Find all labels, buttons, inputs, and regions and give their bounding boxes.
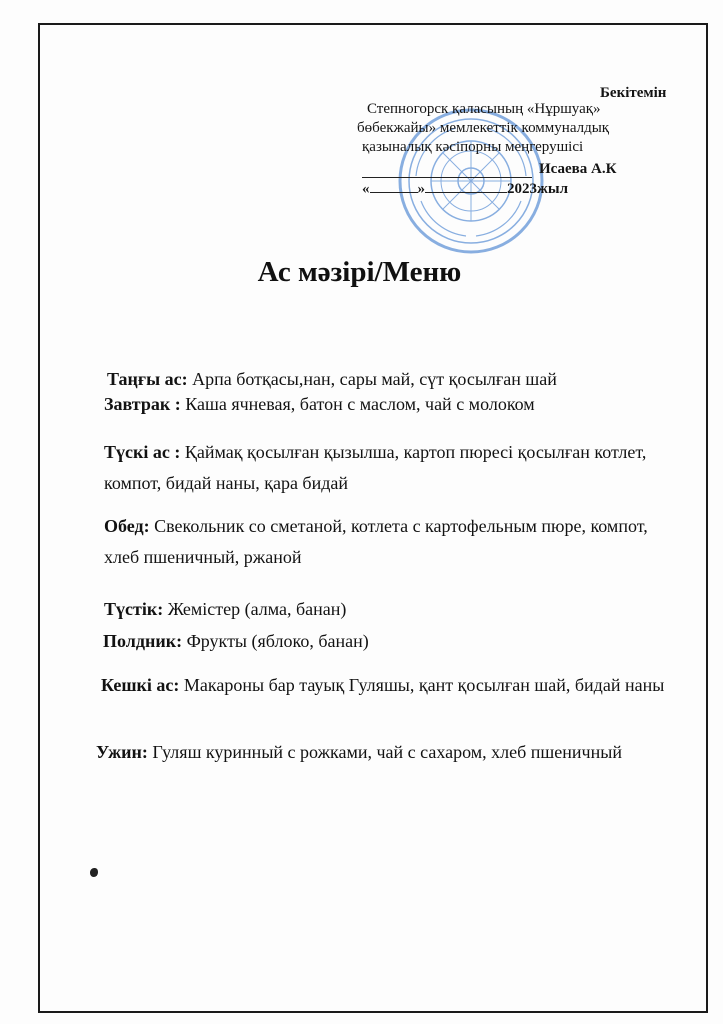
menu-item-lunch-kz (104, 437, 664, 499)
document-title (0, 256, 723, 289)
date-year: 2023 (507, 181, 537, 197)
menu-label: Ужин: (96, 742, 148, 762)
signature-line (362, 160, 617, 178)
menu-text: Қаймақ қосылған қызылша, картоп пюресі қосылған котлет, компот, бидай наны, қара бидай (104, 442, 647, 493)
menu-item-snack-ru (103, 630, 369, 652)
menu-item-dinner-ru (96, 737, 656, 768)
menu-label: Обед: (104, 516, 150, 536)
menu-label: Түстік: (104, 599, 164, 619)
date-month-blank (425, 192, 507, 193)
menu-text: Фрукты (яблоко, банан) (182, 631, 369, 651)
menu-item-breakfast-kz (107, 368, 557, 390)
menu-item-snack-kz (104, 598, 346, 620)
menu-text: Каша ячневая, батон с маслом, чай с молоком (180, 394, 535, 414)
signature-blank (362, 177, 532, 178)
menu-text: Свекольник со сметаной, котлета с картофельным пюре, компот, хлеб пшеничный, ржаной (104, 516, 648, 567)
menu-text: Гуляш куринный с рожками, чай с сахаром, хлеб пшеничный (147, 742, 622, 762)
signatory-name: Исаева А.К (539, 161, 617, 177)
menu-text: Жемістер (алма, банан) (163, 599, 347, 619)
date-day-blank (370, 192, 418, 193)
approval-date (362, 180, 568, 198)
date-open-quote: « (362, 181, 370, 197)
menu-label: Завтрак : (104, 394, 181, 414)
approval-org-line-1: Степногорск қаласының «Нұршуақ» (367, 101, 601, 117)
menu-text: Арпа ботқасы,нан, сары май, сүт қосылған шай (187, 369, 557, 389)
date-close-quote: » (417, 181, 425, 197)
menu-label: Түскі ас : (104, 442, 181, 462)
approval-org-line-2: бөбекжайы» мемлекеттік коммуналдық (357, 120, 610, 136)
menu-item-breakfast-ru (104, 393, 535, 415)
document-title-text: Ас мәзірі/Меню (257, 256, 462, 288)
menu-text: Макароны бар тауық Гуляшы, қант қосылған шай, бидай наны (179, 675, 665, 695)
menu-label: Полдник: (103, 631, 183, 651)
menu-item-lunch-ru (104, 511, 664, 573)
approval-org-line-3: қазыналық кәсіпорны меңгерушісі (362, 139, 584, 155)
menu-label: Кешкі ас: (101, 675, 180, 695)
scan-ink-spot (90, 868, 98, 877)
menu-label: Таңғы ас: (107, 369, 188, 389)
menu-item-dinner-kz (101, 670, 681, 701)
date-year-suffix: жыл (537, 181, 569, 197)
approval-heading: Бекітемін (600, 85, 667, 101)
